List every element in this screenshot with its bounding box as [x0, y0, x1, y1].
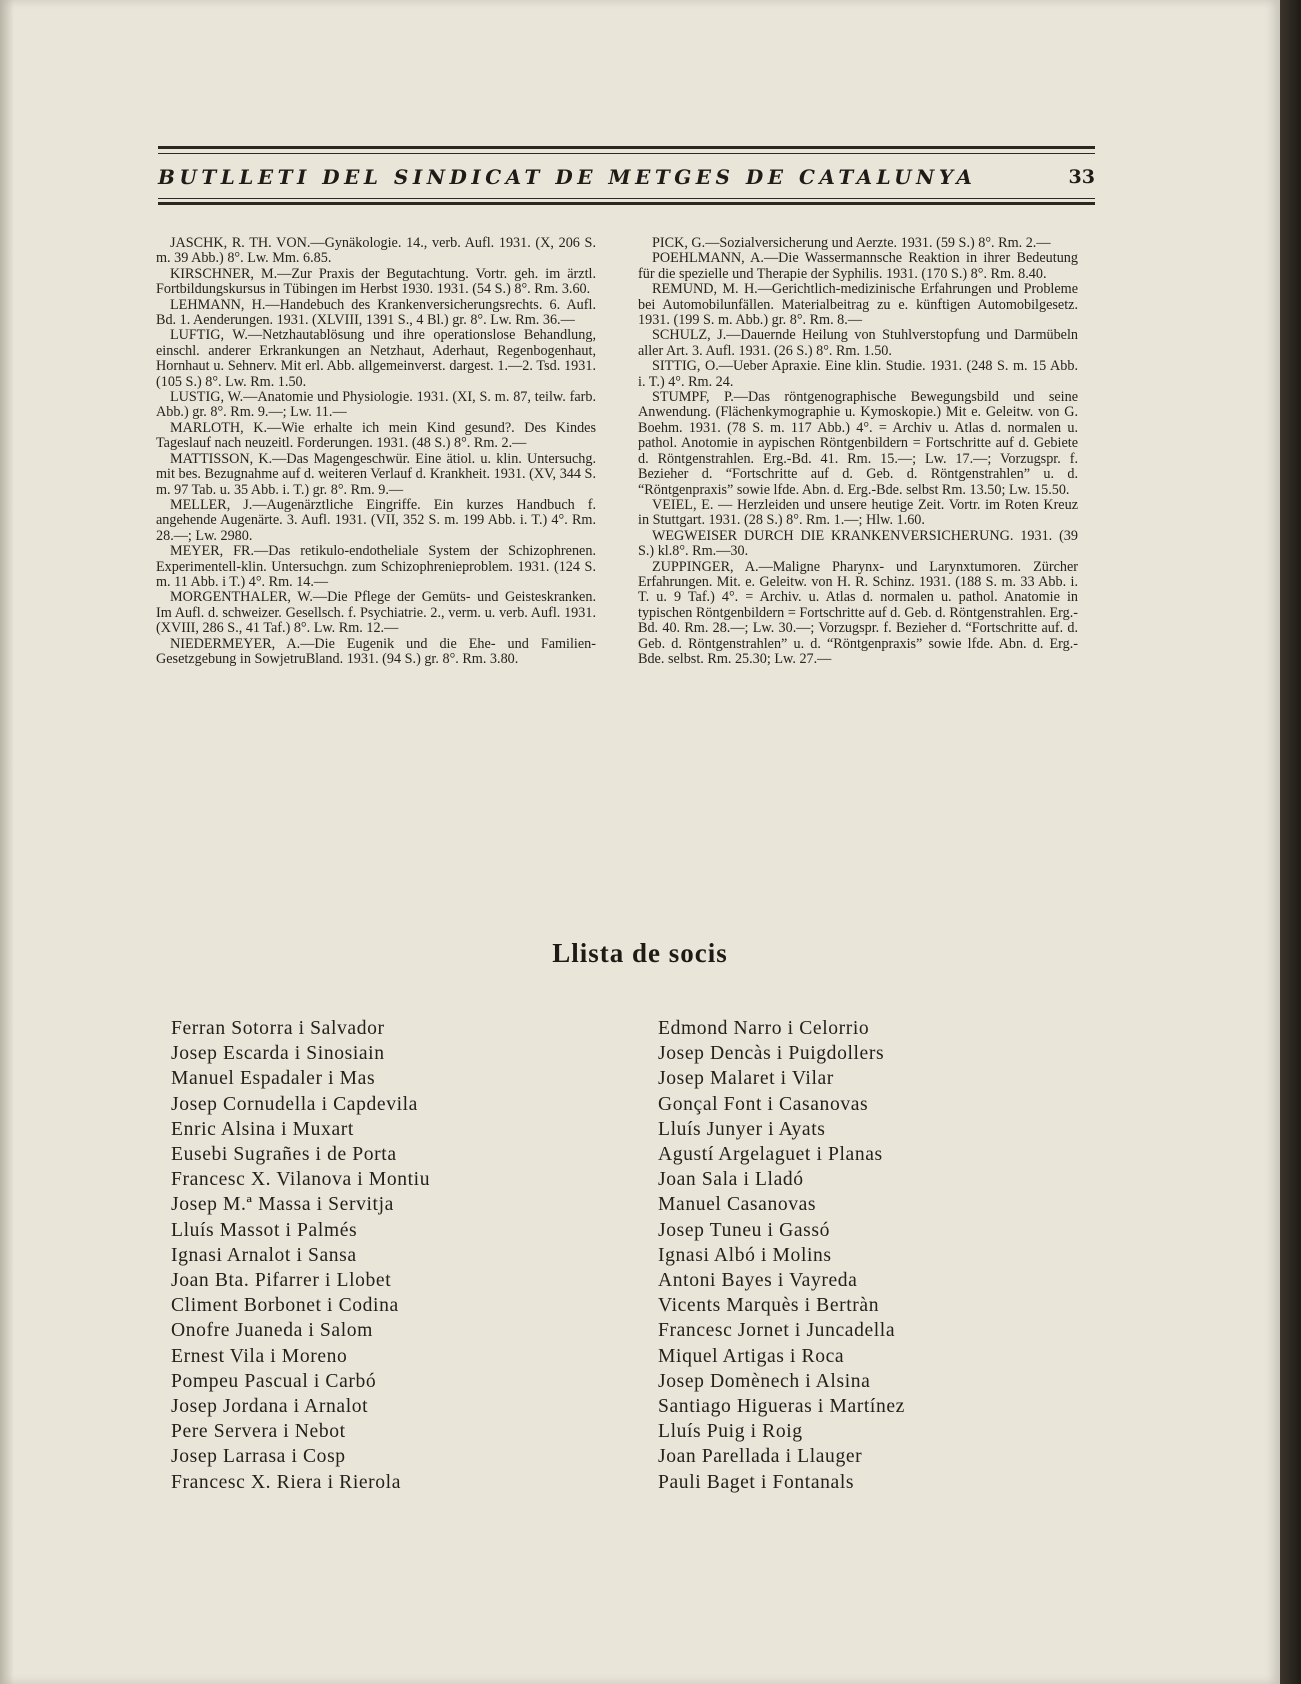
- member-name: Josep Domènech i Alsina: [658, 1370, 871, 1392]
- bibliography-entry: JASCHK, R. TH. VON.—Gynäkologie. 14., verb. Aufl. 1931. (X, 206 S. m. 39 Abb.) 8°. Lw. Mm. 6.85.: [156, 235, 596, 267]
- member-name: Climent Borbonet i Codina: [171, 1295, 399, 1317]
- member-name: Manuel Espadaler i Mas: [171, 1068, 376, 1090]
- bibliography-entry: WEGWEISER DURCH DIE KRANKENVERSICHERUNG. 1931. (39 S.) kl.8°. Rm.—30.: [638, 527, 1078, 560]
- member-name: Josep M.ª Massa i Servitja: [171, 1194, 394, 1216]
- bibliography-entry: LUSTIG, W.—Anatomie und Physiologie. 1931. (XI, S. m. 87, teilw. farb. Abb.) gr. 8°. Rm. 9.—; Lw. 11.—: [156, 389, 596, 421]
- member-name: Josep Jordana i Arnalot: [171, 1396, 369, 1418]
- member-list-left: [171, 1016, 430, 1495]
- member-name: Ignasi Albó i Molins: [658, 1244, 832, 1266]
- member-name: Ernest Vila i Moreno: [171, 1345, 348, 1367]
- member-name: Pere Servera i Nebot: [171, 1421, 346, 1443]
- member-name: Edmond Narro i Celorrio: [658, 1018, 870, 1039]
- bibliography-entry: VEIEL, E. — Herzleiden und unsere heutige Zeit. Vortr. im Roten Kreuz in Stuttgart. 1931. (28 S.) 8°. Rm. 1.—; Hlw. 1.60.: [638, 496, 1078, 529]
- member-name: Gonçal Font i Casanovas: [658, 1093, 869, 1115]
- bibliography-entry: REMUND, M. H.—Gerichtlich-medizinische Erfahrungen und Probleme bei Automobilunfällen. Materialbeitrag zu e. künftigen Automobilgesetz. 1931. (199 S. m. Abb.) gr. 8°. Rm. 8.—: [638, 281, 1078, 329]
- bibliography-entry: NIEDERMEYER, A.—Die Eugenik und die Ehe- und Familien-Gesetzgebung in SowjetruBland. 1931. (94 S.) gr. 8°. Rm. 3.80.: [156, 635, 596, 667]
- member-name: Joan Sala i Lladó: [658, 1169, 804, 1191]
- bibliography-entry: ZUPPINGER, A.—Maligne Pharynx- und Larynxtumoren. Zürcher Erfahrungen. Mit. e. Geleitw. von H. R. Schinz. 1931. (188 S. m. 33 Abb. i. T. u. 9 Taf.) 4°. = Archiv. u. Atlas d. normalen u. pathol. Anatomie in typischen Röntgenbildern = Fortschritte auf d. Geb. d. Röntgenstrahlen. Erg.-Bd. 40. Rm. 28.—; Lw. 30.—; Vorzugspr. f. Bezieher d. “Fortschritte auf. d. Geb. d. Röntgenstrahlen” u. d. “Röntgenpraxis” sowie lfde. Abn. d. Erg.-Bde. selbst. Rm. 25.30; Lw. 27.—: [638, 558, 1078, 667]
- member-name: Vicents Marquès i Bertràn: [658, 1295, 880, 1317]
- member-name: Josep Malaret i Vilar: [658, 1068, 834, 1090]
- bibliography-entry: STUMPF, P.—Das röntgenographische Bewegungsbild und seine Anwendung. (Flächenkymographie u. Kymoskopie.) Mit e. Geleitw. von G. Boehm. 1931. (78 S. m. 117 Abb.) 4°. = Archiv u. Atlas d. normalen u. pathol. Anotomie in aypischen Röntgenbildern = Fortschritte auf d. Gebiete d. Röntgenstrahlen. Erg.-Bd. 41. Rm. 15.—; Lw. 17.—; Vorzugspr. f. Bezieher d. “Fortschritte auf d. Geb. d. Röntgenstrahlen” u. d. “Röntgenpraxis” sowie lfde. Abn. d. Erg.-Bde. selbst Rm. 13.50; Lw. 15.50.: [638, 389, 1078, 498]
- member-name: Joan Parellada i Llauger: [658, 1446, 863, 1468]
- header-rule-top-thin: [158, 153, 1095, 154]
- member-name: Miquel Artigas i Roca: [658, 1345, 845, 1367]
- page-number: 33: [1068, 166, 1095, 188]
- member-name: Joan Bta. Pifarrer i Llobet: [171, 1270, 392, 1292]
- journal-title: BUTLLETI DEL SINDICAT DE METGES DE CATALUNYA: [158, 165, 977, 189]
- member-name: Enric Alsina i Muxart: [171, 1118, 354, 1140]
- bibliography-entry: LUFTIG, W.—Netzhautablösung und ihre operationslose Behandlung, einschl. anderer Erkrankungen an Netzhaut, Aderhaut, Regenbogenhaut, Hornhaut u. Sehnerv. Mit erl. Abb. allgemeinverst. dargest. 1.—2. Tsd. 1931. (105 S.) 8°. Lw. Rm. 1.50.: [156, 327, 596, 390]
- member-name: Pauli Baget i Fontanals: [658, 1471, 855, 1493]
- header-rule-bottom-thin: [158, 198, 1095, 199]
- running-header: [158, 160, 1095, 194]
- bibliography-entry: MATTISSON, K.—Das Magengeschwür. Eine ätiol. u. klin. Untersuchg. mit bes. Bezugnahme auf d. weiteren Verlauf d. Krankheit. 1931. (XV, 344 S. m. 97 Tab. u. 35 Abb. i. T.) gr. 8°. Rm. 9.—: [156, 450, 596, 498]
- member-list-right: [658, 1016, 905, 1495]
- bibliography-entry: POEHLMANN, A.—Die Wassermannsche Reaktion in ihrer Bedeutung für die spezielle und Therapie der Syphilis. 1931. (170 S.) 8°. Rm. 8.40.: [638, 250, 1078, 282]
- member-name: Santiago Higueras i Martínez: [658, 1396, 905, 1418]
- header-rule-top: [158, 146, 1095, 149]
- bibliography-entry: MEYER, FR.—Das retikulo-endotheliale System der Schizophrenen. Experimentell-klin. Untersuchgn. zum Schizophrenieproblem. 1931. (124 S. m. 11 Abb. i T.) 4°. Rm. 14.—: [156, 543, 596, 590]
- section-title: Llista de socis: [552, 938, 728, 968]
- member-name: Ferran Sotorra i Salvador: [171, 1018, 385, 1039]
- bibliography-entry: PICK, G.—Sozialversicherung und Aerzte. 1931. (59 S.) 8°. Rm. 2.—: [652, 235, 1051, 251]
- member-name: Josep Escarda i Sinosiain: [171, 1043, 385, 1065]
- member-name: Antoni Bayes i Vayreda: [658, 1270, 858, 1292]
- bibliography-entry: KIRSCHNER, M.—Zur Praxis der Begutachtung. Vortr. geh. im ärztl. Fortbildungskursus in Tübingen im Herbst 1930. 1931. (54 S.) 8°. Rm. 3.60.: [156, 265, 596, 298]
- member-name: Lluís Puig i Roig: [658, 1421, 803, 1443]
- bibliography-column-right: [638, 236, 1078, 667]
- bibliography-entry: LEHMANN, H.—Handebuch des Krankenversicherungsrechts. 6. Aufl. Bd. 1. Aenderungen. 1931. (XLVIII, 1391 S., 4 Bl.) gr. 8°. Lw. Rm. 36.—: [156, 296, 596, 329]
- member-name: Josep Cornudella i Capdevila: [171, 1093, 418, 1115]
- member-name: Manuel Casanovas: [658, 1194, 817, 1216]
- member-name: Francesc X. Vilanova i Montiu: [171, 1169, 431, 1191]
- member-name: Agustí Argelaguet i Planas: [658, 1144, 883, 1166]
- member-name: Eusebi Sugrañes i de Porta: [171, 1144, 397, 1166]
- member-name: Lluís Junyer i Ayats: [658, 1118, 826, 1140]
- member-name: Onofre Juaneda i Salom: [171, 1320, 374, 1342]
- bibliography-entry: SCHULZ, J.—Dauernde Heilung von Stuhlverstopfung und Darmübeln aller Art. 3. Aufl. 1931. (26 S.) 8°. Rm. 1.50.: [638, 327, 1078, 359]
- bibliography-entry: MORGENTHALER, W.—Die Pflege der Gemüts- und Geisteskranken. Im Aufl. d. schweizer. Gesellsch. f. Psychiatrie. 2., verm. u. verb. Aufl. 1931. (XVIII, 286 S., 41 Taf.) 8°. Lw. Rm. 12.—: [156, 589, 596, 637]
- bibliography-column-left: [156, 236, 596, 667]
- member-name: Francesc Jornet i Juncadella: [658, 1320, 896, 1342]
- member-name: Lluís Massot i Palmés: [171, 1219, 358, 1241]
- bibliography-entry: SITTIG, O.—Ueber Apraxie. Eine klin. Studie. 1931. (248 S. m. 15 Abb. i. T.) 4°. Rm. 24.: [638, 358, 1078, 390]
- scan-background-edge: [1280, 0, 1301, 1684]
- bibliography-entry: MARLOTH, K.—Wie erhalte ich mein Kind gesund?. Des Kindes Tageslauf nach neuzeitl. Forderungen. 1931. (48 S.) 8°. Rm. 2.—: [156, 419, 596, 452]
- bibliography-entry: MELLER, J.—Augenärztliche Eingriffe. Ein kurzes Handbuch f. angehende Augenärte. 3. Aufl. 1931. (VII, 352 S. m. 199 Abb. i. T.) 4°. Rm. 28.—; Lw. 2980.: [156, 496, 596, 544]
- member-name: Francesc X. Riera i Rierola: [171, 1471, 402, 1493]
- page-fold-shadow: [0, 0, 14, 1684]
- member-name: Josep Tuneu i Gassó: [658, 1219, 830, 1241]
- member-name: Ignasi Arnalot i Sansa: [171, 1244, 357, 1266]
- member-name: Josep Dencàs i Puigdollers: [658, 1043, 885, 1065]
- header-rule-bottom: [158, 202, 1095, 205]
- member-name: Pompeu Pascual i Carbó: [171, 1370, 377, 1392]
- member-name: Josep Larrasa i Cosp: [171, 1446, 346, 1468]
